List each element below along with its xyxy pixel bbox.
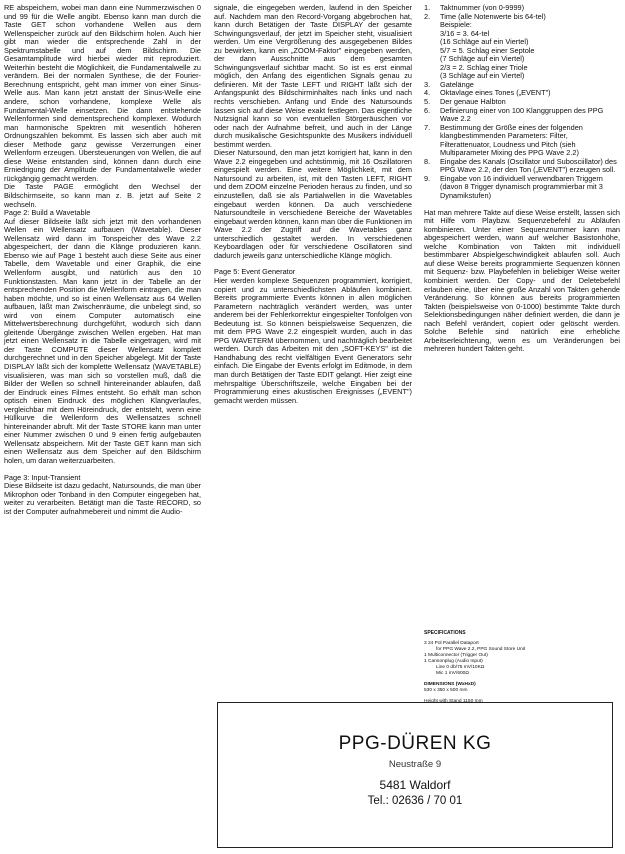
list-item: 2. Time (alle Notenwerte bis 64-tel) Beispiele: 3/16 = 3. 64-tel (16 Schläge auf ein Viertel) 5/7 = 5. Schlag einer Septole (7 Schläge auf ein Viertel) 2/3 = 2. Schlag einer Triole (3 Schläge auf ein Viertel) (424, 11, 546, 81)
height-value: Height with Stand 1150 mm (424, 699, 483, 704)
section-heading-page-3: Page 3: Input-Transient (4, 472, 81, 482)
spec-row: 3 24 Pol Parallel Dataport (424, 641, 479, 646)
dimensions-label: DIMENSIONS (WxHxD) (424, 682, 476, 687)
company-name: PPG-DÜREN KG (338, 733, 492, 754)
paragraph: Diese Bildseite ist dazu gedacht, Natursounds, die man über Mikrophon oder Tonband in den Computer eingegeben hat, weiter zu verarbeiten. Betätigt man die Taste RECORD, so ist der Computer aufnahmebereit und nimmt die Audio- (4, 481, 201, 516)
paragraph: Dieser Natursound, den man jetzt korrigiert hat, kann in den Wave 2.2 eingegeben und achtstimmig, mit 16 Oszillatoren eingespielt werden. Eine weitere Möglichkeit, mit dem Natursound zu arbeiten, ist, mit den Tasten LEFT, RIGHT und dem ZOOM einzelne Perioden heraus zu finden, und so einzustellen, daß sie als Partialwellen in die Wavetables eingebaut werden können. Da auch verschiedene Natursoundteile in verschiedene Bereiche der Wavetables eingebaut werden können, kann man über die Funktionen im Wave 2.2 der Zugriff auf die Wavetables ganz unterschiedlich gestaltet werden. In verschiedenen Keyboardlagen oder für verschiedene Oscillatoren sind dadurch jeweils ganz unterschiedliche Klänge möglich. (214, 148, 412, 260)
paragraph: Hier werden komplexe Sequenzen programmiert, korrigiert, copiert und zu unterschiedlichsten Abläufen kombiniert. Bereits programmierte Events können in allen möglichen Parametern nachträglich verändert werden, was unter anderem bei der Fehlerkorrektur eingespielter Tonfolgen von Bedeutung ist. So können beispielsweise Sequenzen, die mit dem PPG Wave 2.2 eingespielt wurden, auch in das PPG WAVETERM übernommen, und nachträglich bearbeitet werden. Durch das Arbeiten mit den „SOFT-KEYS" ist die Handhabung des recht vielfältigen Event Generators sehr einfach. Die Eingabe der Events erfolgt im Editmode, in dem man durch Betätigen der Taste EDIT gelangt. Hier zeigt eine mehrspaltige Überschriftszeile, welche Eingaben bei der Programmierung eines akustischen Ereignisses („EVENT") gemacht werden müssen. (214, 275, 412, 405)
spec-row: 1 Cannonplug (Audio Input) (424, 659, 483, 664)
paragraph: Die Taste PAGE ermöglicht den Wechsel der Bildschirmseite, so kann man z. B. jetzt auf Seite 2 wechseln. (4, 182, 201, 209)
paragraph: Auf dieser Bildseite läßt sich jetzt mit den vorhandenen Wellen ein Wellensatz aufbauen (Wavetable). Dieser Wellensatz wird dann im Tonspeicher des Wave 2.2 abgespeichert, der dann die Klänge produzieren kann. Ebenso wie auf Page 1 besteht auch diese Seite aus einer Tabelle, dem Wavetable und einer Graphik, die eine Wellenform ausgibt, und natürlich aus den 10 Funktionstasten. Man kann jetzt in der Tabelle an der entsprechenden Position die Wellenform eintragen, die man haben möchte, und so ist einen Wellensatz aus 64 Wellen aufbauen, läßt man Zwischenräume, die unbelegt sind, so wird von einem Computer automatisch eine Mittelwertsberechnung durchgeführt, wodurch sich dann gleitende Übergänge zwischen Wellen ergeben. Hat man jetzt einen Wellensatz in die Tabelle eingetragen, wird mit der Taste COMPUTE dieser Wellensatz komplett durchgerechnet und in den Speicher abgelegt. Mit der Taste DISPLAY läßt sich der komplette Wellensatz (WAVETABLE) visualisieren, was man sich so vorstellen muß, daß die Bilder der Wellen so schnell hintereinander ablaufen, daß der Eindruck eines Filmes entsteht. So erhält man schon optisch einen Eindruck des möglichen Klangverlaufes, vergleichbar mit dem Höreindruck, der entsteht, wenn eine Hüllkurve die Wellenform des Wellensatzes schnell hintereinander abruft. Mit der Taste STORE kann man unter einer Nummer zwischen 0 und 9 einen fertig aufgebauten Wellensatz abspeichern. Mit der Taste GET kann man sich einen Wellensatz aus dem Speicher auf den Bildschirm holen, um daran weiterzuarbeiten. (4, 216, 201, 465)
column-left (4, 4, 201, 516)
spec-row: Line 0 db/75 mV/10KΩ (436, 665, 485, 670)
spec-row: Mic 1 mV/600Ω (436, 671, 469, 676)
company-street: Neustraße 9 (388, 759, 442, 770)
column-middle (214, 4, 412, 405)
section-heading-page-5: Page 5: Event Generator (214, 267, 296, 277)
company-telephone: Tel.: 02636 / 70 01 (367, 795, 463, 807)
paragraph: RE abspeichern, wobei man dann eine Nummerzwischen 0 und 99 für die Welle angibt. Ebenso kann man durch die Taste GET schon vorhandene Wellen aus dem Wellenspeicher zurück auf den Bildschirm holen. Auch hier gibt man wieder die entsprechende Zahl in der Spektrumstabelle und auf dem Bildschirm. Die Gesamtamplitude wird hierbei wieder mit reproduziert. Weiterhin besteht die Möglichkeit, die Fundamentalwelle zu verändern. Bei der normalen Synthese, die der Fourier-Berechnung entspricht, geht man immer von einer Sinus-Welle aus. Man kann jetzt anstatt der Sinus-Welle eine andere, schon vorhandene, komplexe Welle als Fundamental-Welle einsetzen. Die dann entstehende Wellenformen sind dementsprechend komplexer. Wodurch man harmonische Spektren mit wesentlich höheren Ordnungszahlen bekommt. Es lassen sich aber auch mit dieser Methode ganz gewisse Verzerrungen einer Wellenform erzeugen. Übersteuerungen von Wellen, die auf diese Weise entstanden sind, können dann durch eine Erniedrigung der Amplitude der Fundamentalwelle wieder rückgängig gemacht werden. (4, 3, 201, 183)
specifications-title: SPECIFICATIONS (424, 630, 466, 636)
list-item: 5. Der genaue Halbton (424, 97, 506, 107)
list-item: 4. Oktavlage eines Tones („EVENT") (424, 88, 551, 98)
list-item: 8. Eingabe des Kanals (Oscillator und Subosciillator) des PPG Wave 2.2, der den Ton („EVENT") erzeugen soll. (424, 156, 617, 175)
spec-row: 1 Multiconnector (Trigger Out) (424, 653, 488, 658)
specifications (424, 630, 620, 705)
list-item: 1. Taktnummer (von 0-9999) (424, 3, 525, 12)
dimensions-value: 530 x 350 x 500 mm (424, 688, 468, 693)
paragraph: Hat man mehrere Takte auf diese Weise erstellt, lassen sich mit Hilfe vom Playbzw. Sequenzebefehl zu Abläufen kombinieren. Unter einer Sequenznummer kann man abgespeichert werden, wann auf welcher Basistonhöhe, welche Kombination von Takten mit individuell bestimmbarer Abspielgeschwindigkeit ablaufen soll. Auch auf diese Weise bereits programmierte Sequenzen können mit Sequenz- bzw. Playbefehlen in beliebiger Weise weiter kombiniert werden. Der Copy- und der Deletebefehl erlauben eine, über eine große Anzahl von Takten gehende Veränderung. So können aus bereits programmierten Takten (beispielsweise von 0-1000) bestimmte Takte durch Selektionsbedingungen näher definiert werden, die dann je nach Befehl verändert, copiert oder gelöscht werden. Solche Befehle sind natürlich eine erhebliche Arbeitserleichterung, wenn es um Veränderungen bei mehreren hundert Takten geht. (424, 207, 620, 354)
company-address-box (217, 702, 613, 848)
section-heading-page-2: Page 2: Build a Wavetable (4, 208, 91, 218)
spec-row: for PPG Wave 2.2, PPG Sound Store Unit (436, 647, 526, 652)
list-item: 3. Gatelänge (424, 79, 474, 89)
company-city: 5481 Waldorf (379, 778, 451, 792)
paragraph: signale, die eingegeben werden, laufend in den Speicher auf. Nachdem man den Record-Vorgang abgebrochen hat, kann durch Betätigen der Taste DISPLAY der gesamte Schwingungsverlauf, der jetzt im Speicher steht, visualisiert werden. Um eine Vergrößerung des ausgegebenen Bildes zu bewirken, kann ein „ZOOM-Faktor" eingegeben werden, der dann Ausschnitte aus dem gesamten Schwingungsverlauf sichtbar macht. So ist es erst einmal möglich, den Anfang des eigentlichen Signals genau zu definieren. Mit der Taste LEFT und RIGHT läßt sich der Anfangspunkt des Bildschirminhaltes nach links und nach rechts verschieben. Anfang und Ende des Natursounds lassen sich auf diese Weise exakt festlegen. Das eigentliche Nutzsignal kann so von eventuellen Störgeräuschen vor oder nach der Aufnahme befreit, und auch in der Länge durch musikalische Gesichtspunkte des Musikers individuell bestimmt werden. (214, 3, 412, 149)
list-item: 9. Eingabe von 16 individuell verwendbaren Triggern (davon 8 Trigger dynamisch programmierbar mit 3 Dynamikstufen) (424, 173, 603, 201)
list-item: 6. Definierung einer von 100 Klanggruppen des PPG Wave 2.2 (424, 105, 604, 124)
list-item: 7. Bestimmung der Größe eines der folgenden klangbestimmenden Parameters: Filter, Filterattenuator, Loudness und Pitch (sieh Multiparameter Mixing des PPG Wave 2.2) (424, 122, 583, 158)
event-parameter-list (424, 4, 620, 201)
column-right (424, 4, 620, 354)
